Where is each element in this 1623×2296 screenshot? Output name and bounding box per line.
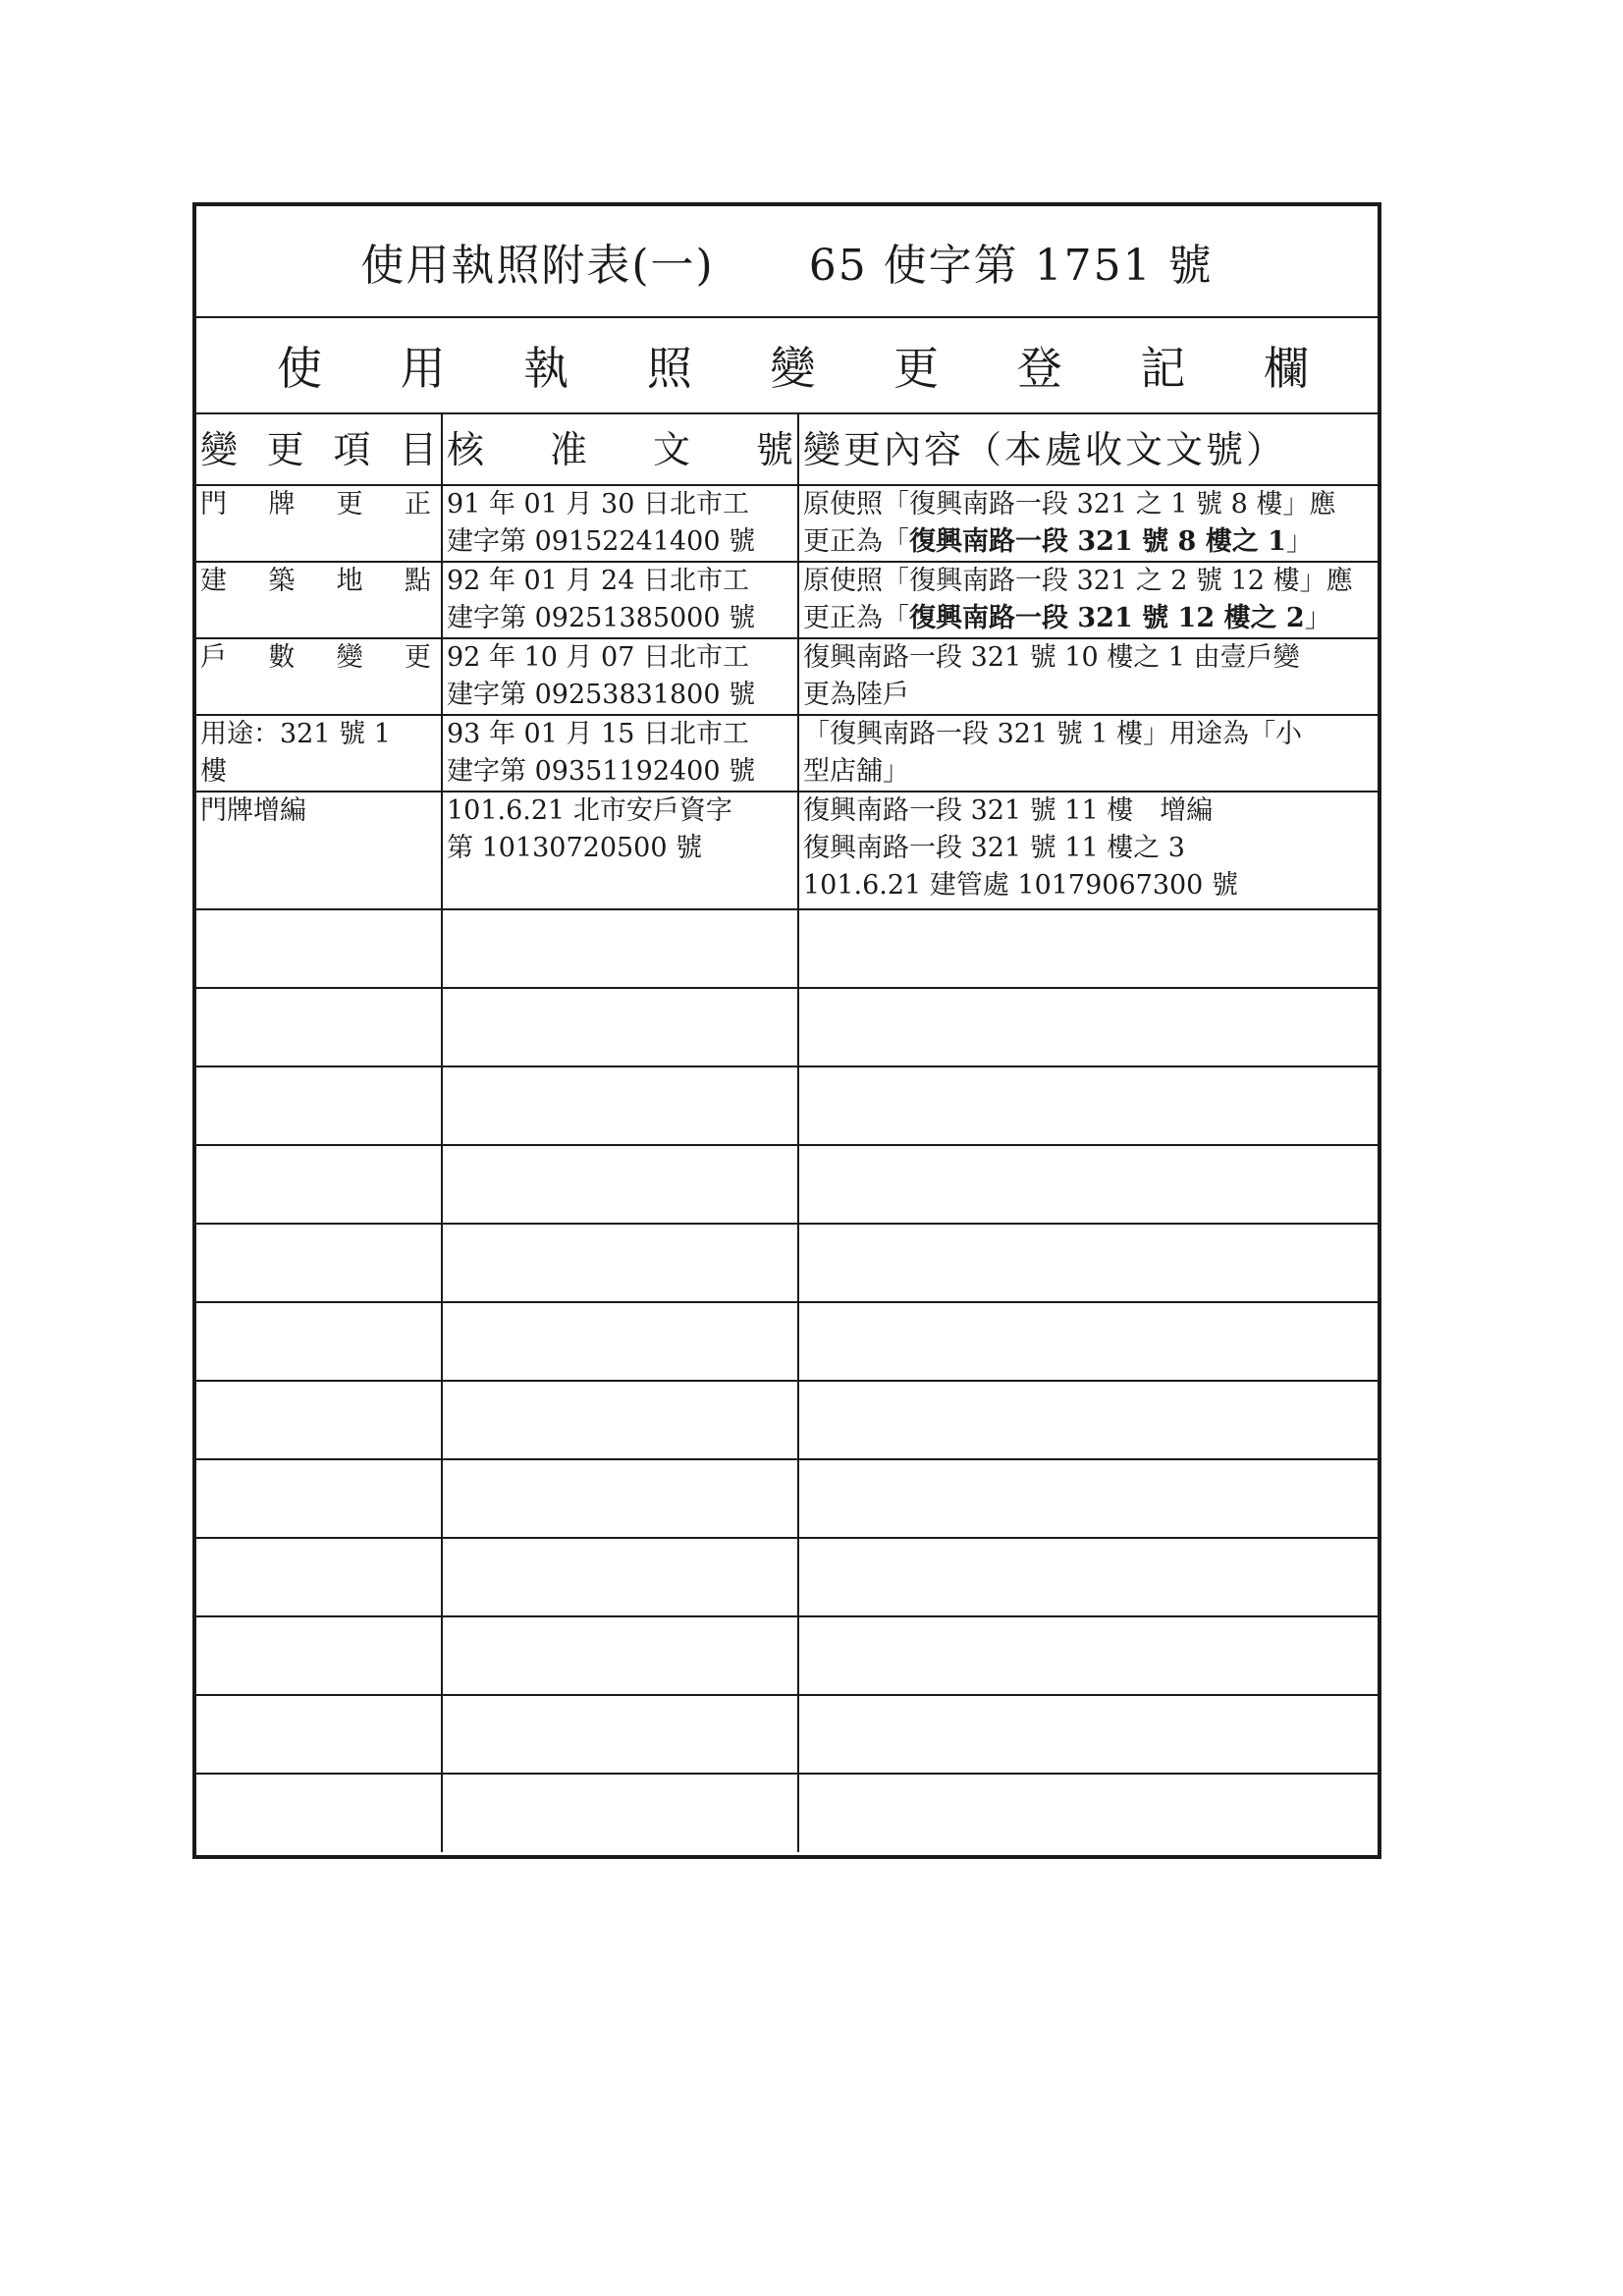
empty-row <box>196 909 1378 988</box>
row-change-content: 「復興南路一段 321 號 1 樓」用途為「小 型店舖」 <box>798 715 1378 792</box>
empty-row <box>196 1302 1378 1381</box>
table-row <box>196 485 1378 562</box>
empty-cell <box>442 1774 798 1852</box>
table-row <box>196 792 1378 909</box>
license-number: 65 使字第 1751 號 <box>808 241 1214 291</box>
row-change-content: 復興南路一段 321 號 10 樓之 1 由壹戶變 更為陸戶 <box>798 638 1378 715</box>
empty-cell <box>442 1616 798 1695</box>
section-title-char: 照 <box>646 342 692 395</box>
form-title-row <box>196 206 1378 318</box>
empty-cell <box>196 1066 442 1145</box>
empty-row <box>196 1145 1378 1224</box>
empty-cell <box>798 1616 1378 1695</box>
empty-cell <box>196 1538 442 1616</box>
row-item: 門牌增編 <box>196 792 442 909</box>
section-title-char: 更 <box>893 342 940 395</box>
row-approval-doc: 91 年 01 月 30 日北市工 建字第 09152241400 號 <box>442 485 798 562</box>
empty-cell <box>798 1381 1378 1459</box>
empty-cell <box>442 1302 798 1381</box>
empty-row <box>196 1224 1378 1302</box>
empty-row <box>196 988 1378 1066</box>
empty-cell <box>442 909 798 988</box>
table-row <box>196 715 1378 792</box>
empty-cell <box>798 1302 1378 1381</box>
empty-cell <box>196 1224 442 1302</box>
empty-cell <box>798 1145 1378 1224</box>
empty-row <box>196 1381 1378 1459</box>
row-item: 門 牌 更 正 <box>196 485 442 562</box>
empty-cell <box>196 1459 442 1538</box>
empty-cell <box>798 1695 1378 1774</box>
empty-cell <box>798 1774 1378 1852</box>
empty-cell <box>196 1616 442 1695</box>
empty-cell <box>196 988 442 1066</box>
empty-row <box>196 1459 1378 1538</box>
empty-row <box>196 1695 1378 1774</box>
section-title-char: 記 <box>1140 342 1186 395</box>
empty-cell <box>798 988 1378 1066</box>
empty-cell <box>442 1459 798 1538</box>
table-header-row <box>196 414 1378 485</box>
section-title-char: 變 <box>770 342 816 395</box>
empty-cell <box>196 1145 442 1224</box>
empty-cell <box>196 1695 442 1774</box>
row-approval-doc: 93 年 01 月 15 日北市工 建字第 09351192400 號 <box>442 715 798 792</box>
empty-cell <box>442 1538 798 1616</box>
empty-cell <box>196 1302 442 1381</box>
row-change-content: 原使照「復興南路一段 321 之 1 號 8 樓」應 更正為「復興南路一段 321 號 8 樓之 1」 <box>798 485 1378 562</box>
column-header-change-content: 變更內容（本處收文文號） <box>798 414 1378 485</box>
empty-row <box>196 1616 1378 1695</box>
empty-cell <box>798 1459 1378 1538</box>
column-header-approval-doc: 核 准 文 號 <box>442 414 798 485</box>
empty-cell <box>442 1695 798 1774</box>
column-header-item: 變 更 項 目 <box>196 414 442 485</box>
section-title-char: 登 <box>1016 342 1062 395</box>
row-item: 戶 數 變 更 <box>196 638 442 715</box>
license-change-form <box>192 202 1381 1859</box>
change-record-table <box>196 414 1378 1852</box>
empty-row <box>196 1066 1378 1145</box>
section-title-char: 執 <box>523 342 569 395</box>
empty-cell <box>442 1145 798 1224</box>
section-title-char: 使 <box>277 342 322 395</box>
row-approval-doc: 92 年 10 月 07 日北市工 建字第 09253831800 號 <box>442 638 798 715</box>
empty-cell <box>196 1381 442 1459</box>
empty-cell <box>196 909 442 988</box>
section-title-char: 用 <box>400 342 446 395</box>
row-item: 建 築 地 點 <box>196 562 442 638</box>
empty-cell <box>196 1774 442 1852</box>
row-approval-doc: 92 年 01 月 24 日北市工 建字第 09251385000 號 <box>442 562 798 638</box>
empty-cell <box>442 1224 798 1302</box>
empty-cell <box>442 1381 798 1459</box>
row-item: 用途：321 號 1 樓 <box>196 715 442 792</box>
empty-cell <box>798 1538 1378 1616</box>
empty-cell <box>798 1224 1378 1302</box>
section-title-char: 欄 <box>1264 342 1309 395</box>
empty-cell <box>798 909 1378 988</box>
table-row <box>196 638 1378 715</box>
row-change-content: 原使照「復興南路一段 321 之 2 號 12 樓」應 更正為「復興南路一段 321 號 12 樓之 2」 <box>798 562 1378 638</box>
empty-cell <box>442 988 798 1066</box>
empty-cell <box>442 1066 798 1145</box>
form-title: 使用執照附表(一) <box>360 241 715 291</box>
table-row <box>196 562 1378 638</box>
empty-cell <box>798 1066 1378 1145</box>
row-change-content: 復興南路一段 321 號 11 樓 增編 復興南路一段 321 號 11 樓之 3 101.6.21 建管處 10179067300 號 <box>798 792 1378 909</box>
empty-row <box>196 1538 1378 1616</box>
row-approval-doc: 101.6.21 北市安戶資字 第 10130720500 號 <box>442 792 798 909</box>
empty-row <box>196 1774 1378 1852</box>
section-title <box>196 318 1378 414</box>
